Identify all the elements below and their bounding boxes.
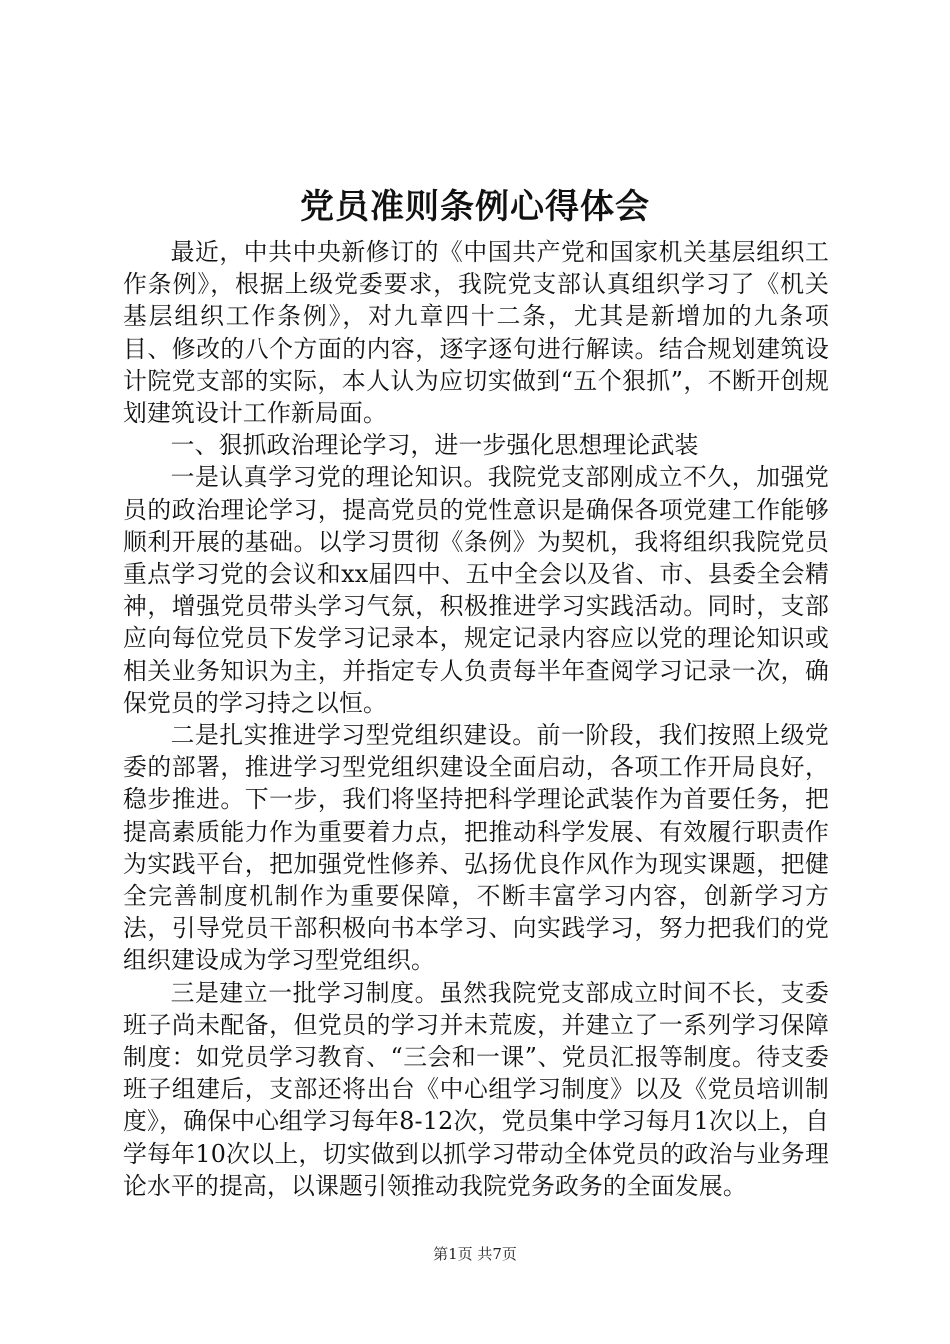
paragraph-point-2: 二是扎实推进学习型党组织建设。前一阶段，我们按照上级党委的部署，推进学习型党组织建设全面启动，各项工作开局良好，稳步推进。下一步，我们将坚持把科学理论武装作为首要任务，把提高素质能力作为重要着力点，把推动科学发展、有效履行职责作为实践平台，把加强党性修养、弘扬优良作风作为现实课题，把健全完善制度机制作为重要保障，不断丰富学习内容，创新学习方法，引导党员干部积极向书本学习、向实践学习，努力把我们的党组织建设成为学习型党组织。 xyxy=(123,721,829,975)
paragraph-point-1: 一是认真学习党的理论知识。我院党支部刚成立不久，加强党员的政治理论学习，提高党员的党性意识是确保各项党建工作能够顺利开展的基础。以学习贯彻《条例》为契机，我将组织我院党员重点学习党的会议和xx届四中、五中全会以及省、市、县委全会精神，增强党员带头学习气氛，积极推进学习实践活动。同时，支部应向每位党员下发学习记录本，规定记录内容应以党的理论知识或相关业务知识为主，并指定专人负责每半年查阅学习记录一次，确保党员的学习持之以恒。 xyxy=(123,463,829,717)
page-number-footer: 第1页 共7页 xyxy=(433,1245,517,1263)
paragraph-intro: 最近，中共中央新修订的《中国共产党和国家机关基层组织工作条例》，根据上级党委要求，我院党支部认真组织学习了《机关基层组织工作条例》，对九章四十二条，尤其是新增加的九条项目、修改的八个方面的内容，逐字逐句进行解读。结合规划建筑设计院党支部的实际，本人认为应切实做到“五个狠抓”，不断开创规划建筑设计工作新局面。 xyxy=(123,238,829,428)
paragraph-point-3: 三是建立一批学习制度。虽然我院党支部成立时间不长，支委班子尚未配备，但党员的学习并未荒废，并建立了一系列学习保障制度：如党员学习教育、“三会和一课”、党员汇报等制度。待支委班子组建后，支部还将出台《中心组学习制度》以及《党员培训制度》，确保中心组学习每年8-12次，党员集中学习每月1次以上，自学每年10次以上，切实做到以抓学习带动全体党员的政治与业务理论水平的提高，以课题引领推动我院党务政务的全面发展。 xyxy=(123,978,829,1200)
document-title: 党员准则条例心得体会 xyxy=(300,187,650,227)
section-heading-1: 一、狠抓政治理论学习，进一步强化思想理论武装 xyxy=(170,431,699,460)
document-body xyxy=(123,236,829,1202)
